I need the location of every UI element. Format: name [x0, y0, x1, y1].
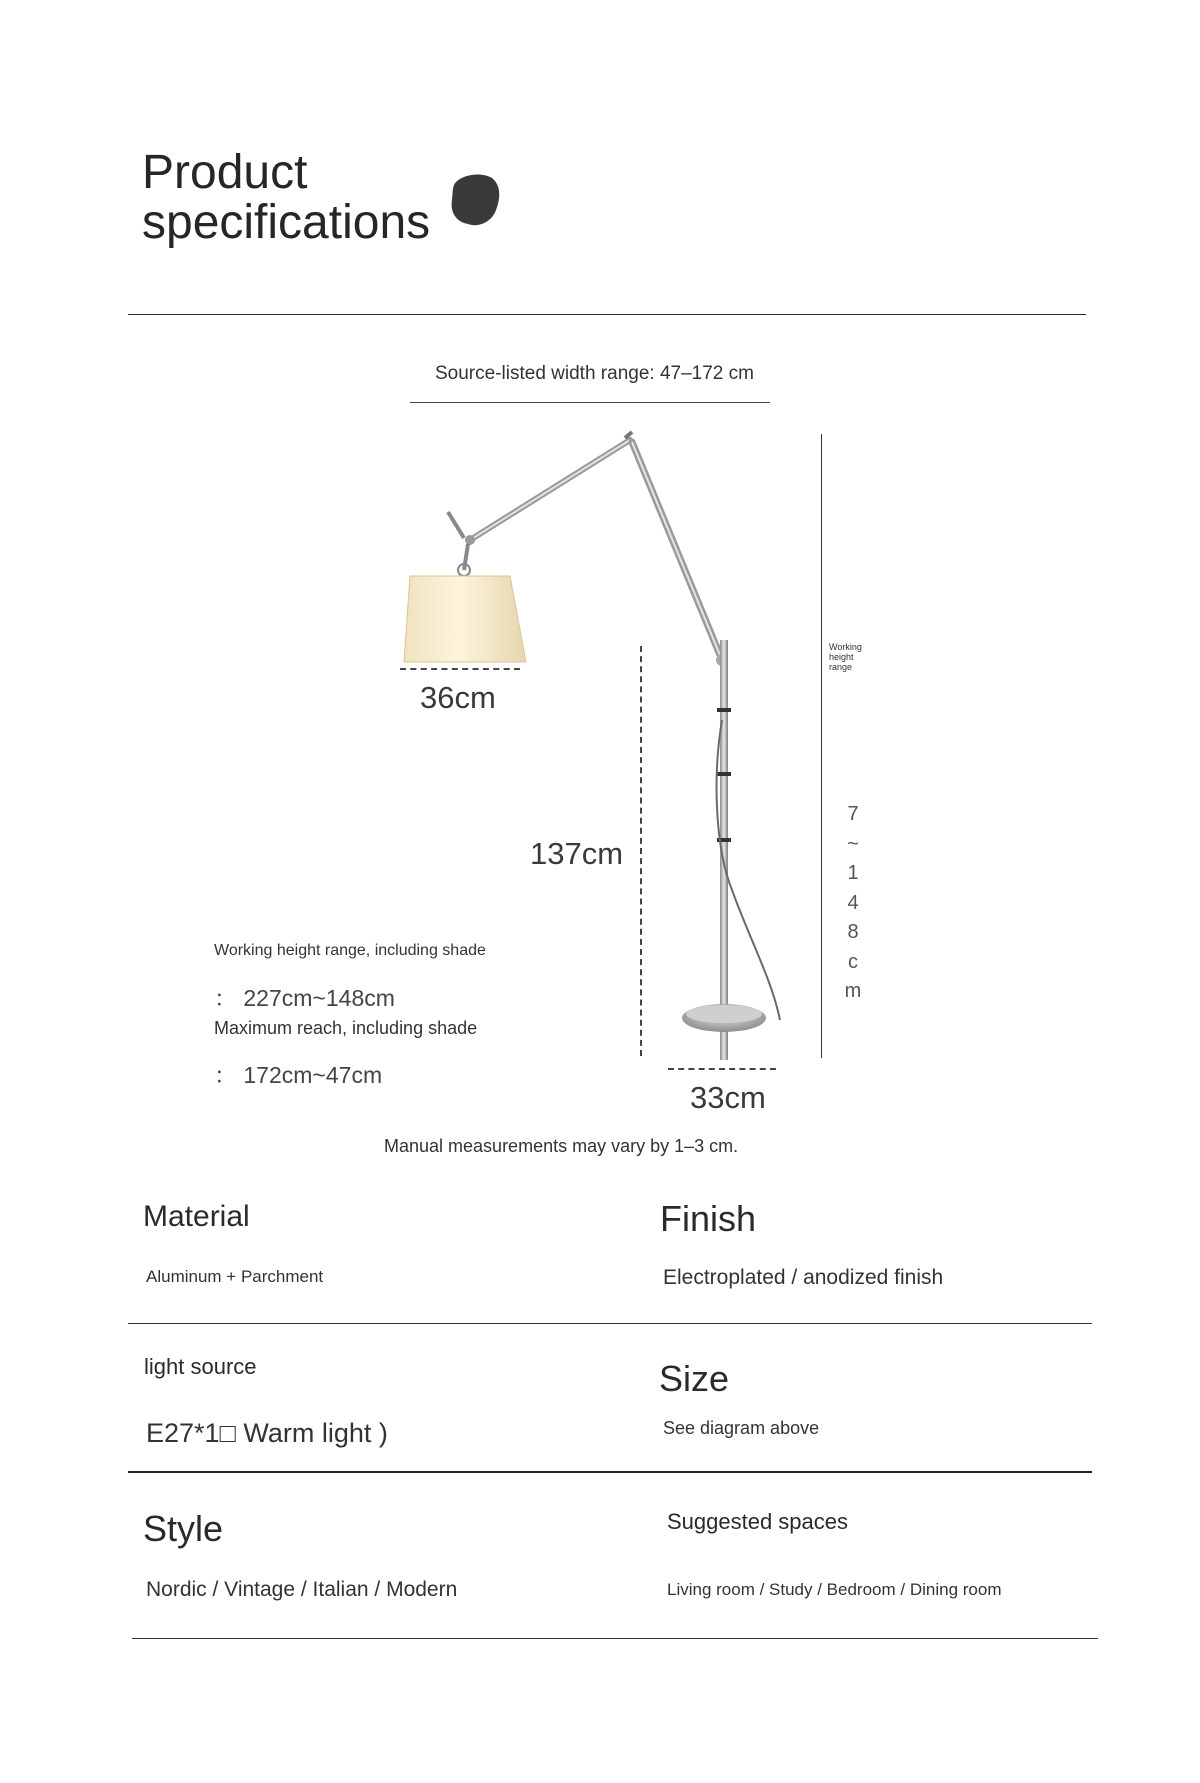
floor-lamp-illustration [380, 420, 800, 1080]
base-width-label: 33cm [690, 1080, 766, 1115]
header-divider [128, 314, 1086, 315]
shade-width-dimension-line [400, 668, 520, 670]
title-line-1: Product [142, 146, 308, 199]
working-height-dimension-line [821, 434, 822, 1058]
working-height-side-label: Working height range [829, 642, 862, 672]
measurement-note: Manual measurements may vary by 1–3 cm. [384, 1136, 739, 1156]
base-width-dimension-line [668, 1068, 776, 1070]
size-heading: Size [659, 1358, 730, 1399]
size-value: See diagram above [663, 1418, 820, 1438]
light-source-heading: light source [144, 1354, 257, 1379]
shade-width-label: 36cm [420, 680, 496, 715]
light-source-value: E27*1□ Warm light ) [146, 1418, 388, 1448]
vertical-char: ~ [847, 832, 859, 855]
spec-divider-1 [128, 1323, 1092, 1324]
vertical-char: m [844, 980, 862, 1002]
caption-underline [410, 402, 770, 403]
finish-value: Electroplated / anodized finish [663, 1266, 944, 1289]
vertical-char: 8 [847, 921, 859, 943]
style-heading: Style [143, 1508, 224, 1549]
decorative-blob-icon [448, 172, 504, 230]
vertical-char: 4 [847, 891, 859, 914]
page-title [142, 148, 430, 248]
working-height-label: Working height range, including shade [214, 942, 486, 959]
working-height-value: ： 227cm~148cm [214, 985, 395, 1011]
spec-divider-2 [128, 1471, 1092, 1473]
material-heading: Material [143, 1200, 250, 1233]
title-line-2: specifications [142, 196, 431, 249]
vertical-char: 7 [847, 803, 859, 825]
width-range-caption: Source-listed width range: 47–172 cm [435, 363, 754, 384]
suggested-spaces-value: Living room / Study / Bedroom / Dining room [667, 1580, 1002, 1599]
spec-divider-3 [132, 1638, 1098, 1639]
vertical-char: c [848, 950, 858, 973]
vertical-char: 1 [847, 862, 859, 884]
vertical-height-text [838, 800, 868, 1007]
pole-height-dimension-line [640, 646, 642, 1056]
style-value: Nordic / Vintage / Italian / Modern [146, 1578, 458, 1601]
pole-height-label: 137cm [530, 836, 624, 871]
max-reach-label: Maximum reach, including shade [214, 1018, 478, 1038]
max-reach-value: ： 172cm~47cm [214, 1062, 383, 1088]
finish-heading: Finish [660, 1198, 757, 1239]
material-value: Aluminum + Parchment [146, 1267, 324, 1286]
suggested-spaces-heading: Suggested spaces [667, 1509, 849, 1534]
